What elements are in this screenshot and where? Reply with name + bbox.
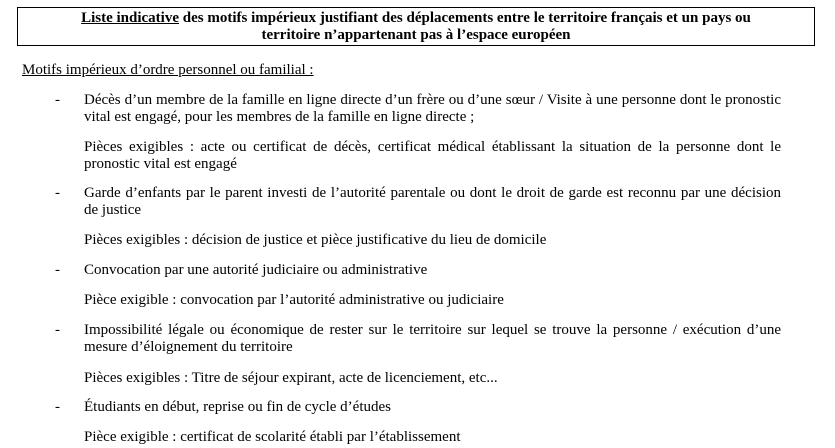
item-pieces-text: Pièces exigibles : Titre de séjour expirant, acte de licenciement, etc... (84, 370, 498, 386)
bullet-dash: - (55, 185, 60, 201)
item-motif-text: Impossibilité légale ou économique de rester sur le territoire sur lequel se trouve la personne / exécution d’une mesure d’éloignement du territoire (84, 322, 781, 355)
item-motif-text: Décès d’un membre de la famille en ligne directe d’un frère ou d’une sœur / Visite à une personne dont le pronostic vital est engagé, pour les membres de la famille en ligne directe ; (84, 92, 781, 125)
item-motif-text: Convocation par une autorité judiciaire ou administrative (84, 262, 428, 278)
item-pieces-text: Pièce exigible : convocation par l’autorité administrative ou judiciaire (84, 292, 504, 308)
title-line1-rest: des motifs impérieux justifiant des déplacements entre le territoire français et un pays ou (179, 10, 751, 26)
item-pieces-text: Pièces exigibles : décision de justice et pièce justificative du lieu de domicile (84, 232, 547, 248)
bullet-dash: - (55, 399, 60, 415)
item-pieces-text: Pièce exigible : certificat de scolarité établi par l’établissement (84, 429, 461, 445)
item-motif-text: Garde d’enfants par le parent investi de l’autorité parentale ou dont le droit de garde est reconnu par une décision de justice (84, 185, 781, 218)
bullet-dash: - (55, 322, 60, 338)
item-motif-text: Étudiants en début, reprise ou fin de cycle d’études (84, 399, 391, 415)
title-underlined-prefix: Liste indicative (81, 10, 180, 26)
item-pieces-text: Pièces exigibles : acte ou certificat de décès, certificat médical établissant la situation de la personne dont le pronostic vital est engagé (84, 139, 781, 172)
document-title (17, 7, 815, 46)
bullet-dash: - (55, 92, 60, 108)
bullet-dash: - (55, 262, 60, 278)
section-heading: Motifs impérieux d’ordre personnel ou familial : (22, 62, 314, 78)
title-line2: territoire n’appartenant pas à l’espace européen (261, 27, 571, 43)
